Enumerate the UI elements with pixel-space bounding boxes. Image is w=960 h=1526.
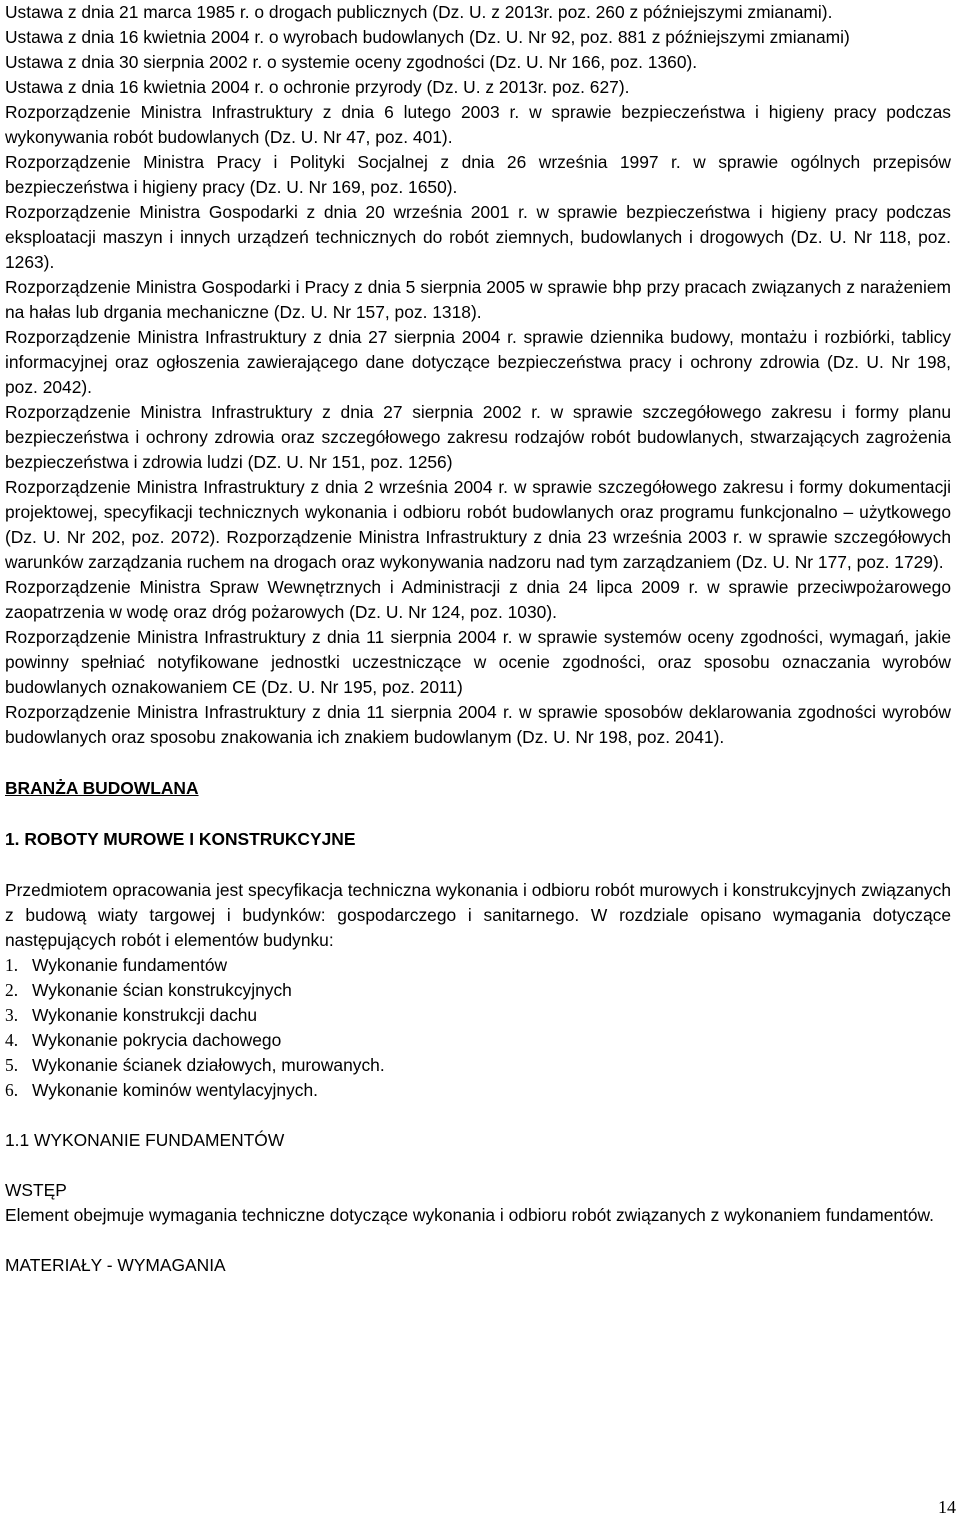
list-item bbox=[5, 1053, 951, 1078]
list-text: Wykonanie pokrycia dachowego bbox=[32, 1030, 282, 1050]
works-list bbox=[5, 953, 951, 1103]
regulation-item: Rozporządzenie Ministra Pracy i Polityki Socjalnej z dnia 26 września 1997 r. w sprawie ogólnych przepisów bezpieczeństwa i higieny pracy (Dz. U. Nr 169, poz. 1650). bbox=[5, 152, 951, 197]
list-number: 5. bbox=[5, 1055, 19, 1075]
list-text: Wykonanie fundamentów bbox=[32, 955, 228, 975]
branch-heading: BRANŻA BUDOWLANA bbox=[5, 778, 199, 798]
list-item bbox=[5, 1003, 951, 1028]
list-item bbox=[5, 978, 951, 1003]
regulation-item: Ustawa z dnia 16 kwietnia 2004 r. o wyrobach budowlanych (Dz. U. Nr 92, poz. 881 z późniejszymi zmianami) bbox=[5, 27, 850, 47]
intro-paragraph: Przedmiotem opracowania jest specyfikacja techniczna wykonania i odbioru robót murowych i konstrukcyjnych związanych z budową wiaty targowej i budynków: gospodarczego i sanitarnego. W rozdziale opisano wymagania dotyczące następujących robót i elementów budynku: bbox=[5, 880, 951, 950]
list-number: 1. bbox=[5, 955, 19, 975]
list-item bbox=[5, 1028, 951, 1053]
list-number: 3. bbox=[5, 1005, 19, 1025]
regulation-item: Rozporządzenie Ministra Gospodarki i Pracy z dnia 5 sierpnia 2005 w sprawie bhp przy pracach związanych z narażeniem na hałas lub drgania mechaniczne (Dz. U. Nr 157, poz. 1318). bbox=[5, 277, 951, 322]
regulation-item: Ustawa z dnia 16 kwietnia 2004 r. o ochronie przyrody (Dz. U. z 2013r. poz. 627). bbox=[5, 77, 630, 97]
list-item bbox=[5, 953, 951, 978]
regulation-item: Rozporządzenie Ministra Infrastruktury z dnia 11 sierpnia 2004 r. w sprawie systemów oceny zgodności, wymagań, jakie powinny spełniać notyfikowane jednostki uczestniczące w ocenie zgodności, oraz sposobu oznaczania wyrobów budowlanych oznakowaniem CE (Dz. U. Nr 195, poz. 2011) bbox=[5, 627, 951, 697]
regulation-item: Rozporządzenie Ministra Infrastruktury z dnia 27 sierpnia 2004 r. sprawie dziennika budowy, montażu i rozbiórki, tablicy informacyjnej oraz ogłoszenia zawierającego dane dotyczące bezpieczeństwa pracy i ochrony zdrowia (Dz. U. Nr 198, poz. 2042). bbox=[5, 327, 951, 397]
list-number: 2. bbox=[5, 980, 19, 1000]
list-text: Wykonanie kominów wentylacyjnych. bbox=[32, 1080, 318, 1100]
regulation-item: Rozporządzenie Ministra Infrastruktury z dnia 11 sierpnia 2004 r. w sprawie sposobów deklarowania zgodności wyrobów budowlanych oraz sposobu znakowania ich znakiem budowlanym (Dz. U. Nr 198, poz. 2041). bbox=[5, 702, 951, 747]
section-heading: 1. ROBOTY MUROWE I KONSTRUKCYJNE bbox=[5, 829, 356, 849]
regulations-list bbox=[5, 0, 951, 750]
wstep-paragraph: Element obejmuje wymagania techniczne dotyczące wykonania i odbioru robót związanych z wykonaniem fundamentów. bbox=[5, 1205, 934, 1225]
regulation-item: Rozporządzenie Ministra Infrastruktury z dnia 2 września 2004 r. w sprawie szczegółowego zakresu i formy dokumentacji projektowej, specyfikacji technicznych wykonania i odbioru robót budowlanych oraz programu funkcjonalno – użytkowego (Dz. U. Nr 202, poz. 2072). Rozporządzenie Ministra Infrastruktury z dnia 23 września 2003 r. w sprawie szczegółowych warunków zarządzania ruchem na drogach oraz wykonywania nadzoru nad tym zarządzaniem (Dz. U. Nr 177, poz. 1729). bbox=[5, 477, 951, 572]
list-item bbox=[5, 1078, 951, 1103]
regulation-item: Rozporządzenie Ministra Infrastruktury z dnia 27 sierpnia 2002 r. w sprawie szczegółowego zakresu i formy planu bezpieczeństwa i ochrony zdrowia oraz szczegółowego zakresu rodzajów robót budowlanych, stwarzających zagrożenia bezpieczeństwa i zdrowia ludzi (DZ. U. Nr 151, poz. 1256) bbox=[5, 402, 951, 472]
materials-heading: MATERIAŁY - WYMAGANIA bbox=[5, 1255, 226, 1275]
list-number: 6. bbox=[5, 1080, 19, 1100]
list-text: Wykonanie konstrukcji dachu bbox=[32, 1005, 258, 1025]
list-text: Wykonanie ścianek działowych, murowanych. bbox=[32, 1055, 385, 1075]
wstep-heading: WSTĘP bbox=[5, 1180, 67, 1200]
regulation-item: Rozporządzenie Ministra Spraw Wewnętrznych i Administracji z dnia 24 lipca 2009 r. w sprawie przeciwpożarowego zaopatrzenia w wodę oraz dróg pożarowych (Dz. U. Nr 124, poz. 1030). bbox=[5, 577, 951, 622]
regulation-item: Rozporządzenie Ministra Infrastruktury z dnia 6 lutego 2003 r. w sprawie bezpieczeństwa i higieny pracy podczas wykonywania robót budowlanych (Dz. U. Nr 47, poz. 401). bbox=[5, 102, 951, 147]
regulation-item: Ustawa z dnia 21 marca 1985 r. o drogach publicznych (Dz. U. z 2013r. poz. 260 z późniejszymi zmianami). bbox=[5, 2, 833, 22]
regulation-item: Ustawa z dnia 30 sierpnia 2002 r. o systemie oceny zgodności (Dz. U. Nr 166, poz. 1360). bbox=[5, 52, 698, 72]
list-number: 4. bbox=[5, 1030, 19, 1050]
page-number: 14 bbox=[938, 1497, 956, 1517]
list-text: Wykonanie ścian konstrukcyjnych bbox=[32, 980, 292, 1000]
regulation-item: Rozporządzenie Ministra Gospodarki z dnia 20 września 2001 r. w sprawie bezpieczeństwa i higieny pracy podczas eksploatacji maszyn i innych urządzeń technicznych do robót ziemnych, budowlanych i drogowych (Dz. U. Nr 118, poz. 1263). bbox=[5, 202, 951, 272]
subsection-heading: 1.1 WYKONANIE FUNDAMENTÓW bbox=[5, 1130, 285, 1150]
document-page bbox=[5, 0, 951, 1278]
